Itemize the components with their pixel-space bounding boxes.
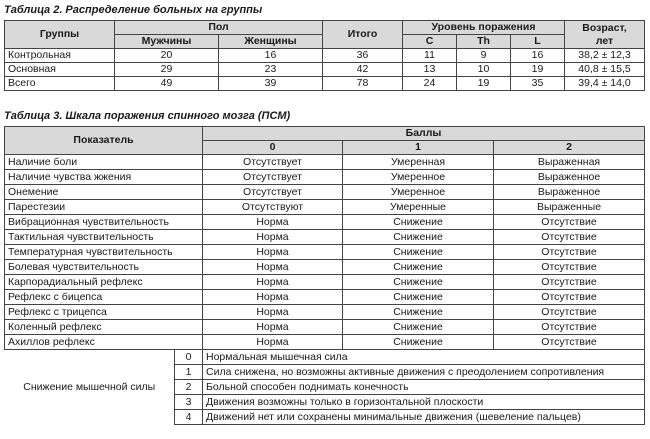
cell-v2: Отсутствие: [494, 245, 645, 260]
cell-v2: Выраженные: [494, 200, 645, 215]
cell-v0: Норма: [203, 230, 343, 245]
age-header-label: Возраст,: [582, 21, 627, 34]
cell-age: 38,2 ± 12,3: [565, 49, 645, 63]
cell-v0: Норма: [203, 290, 343, 305]
muscle-strength-label: Снижение мышечной силы: [5, 350, 175, 425]
cell-th: 10: [457, 63, 511, 77]
cell-v1: Умеренное: [343, 170, 494, 185]
points-1-header: 1: [343, 141, 494, 155]
cell-indicator: Наличие боли: [5, 155, 203, 170]
cell-v2: Выраженное: [494, 170, 645, 185]
level-l-header: L: [511, 35, 565, 49]
muscle-score: 3: [175, 395, 203, 410]
cell-v0: Норма: [203, 215, 343, 230]
level-th-header: Th: [457, 35, 511, 49]
cell-v1: Умеренная: [343, 155, 494, 170]
scale-table: [4, 126, 645, 425]
cell-v2: Выраженная: [494, 155, 645, 170]
cell-men: 20: [115, 49, 219, 63]
cell-v0: Норма: [203, 320, 343, 335]
table-row: [5, 230, 645, 245]
cell-men: 49: [115, 77, 219, 91]
cell-indicator: Ахиллов рефлекс: [5, 335, 203, 350]
cell-v0: Норма: [203, 275, 343, 290]
cell-men: 29: [115, 63, 219, 77]
cell-age: 39,4 ± 14,0: [565, 77, 645, 91]
level-header: Уровень поражения: [403, 21, 565, 35]
age-header-unit: лет: [595, 34, 614, 47]
table-row: [5, 77, 645, 91]
muscle-score: 0: [175, 350, 203, 365]
cell-v1: Снижение: [343, 260, 494, 275]
table-row: [5, 185, 645, 200]
sex-header: Пол: [115, 21, 323, 35]
cell-group: Контрольная: [5, 49, 115, 63]
cell-indicator: Рефлекс с бицепса: [5, 290, 203, 305]
cell-l: 35: [511, 77, 565, 91]
cell-v1: Умеренные: [343, 200, 494, 215]
cell-indicator: Вибрационная чувствительность: [5, 215, 203, 230]
cell-total: 36: [323, 49, 403, 63]
cell-v0: Отсутствует: [203, 185, 343, 200]
muscle-description: Движений нет или сохранены минимальные движения (шевеление пальцев): [203, 410, 645, 425]
cell-v1: Снижение: [343, 275, 494, 290]
table-row: [5, 275, 645, 290]
cell-indicator: Онемение: [5, 185, 203, 200]
cell-total: 78: [323, 77, 403, 91]
cell-c: 11: [403, 49, 457, 63]
points-header: Баллы: [203, 127, 645, 141]
table-row: [5, 305, 645, 320]
table-row: [5, 49, 645, 63]
scale-table-body: [5, 155, 645, 425]
groups-header: Группы: [5, 21, 115, 49]
total-header: Итого: [323, 21, 403, 49]
cell-l: 19: [511, 63, 565, 77]
cell-v1: Снижение: [343, 320, 494, 335]
cell-indicator: Температурная чувствительность: [5, 245, 203, 260]
muscle-description: Больной способен поднимать конечность: [203, 380, 645, 395]
cell-v0: Отсутствуют: [203, 200, 343, 215]
level-c-header: C: [403, 35, 457, 49]
cell-group: Основная: [5, 63, 115, 77]
cell-women: 39: [219, 77, 323, 91]
points-0-header: 0: [203, 141, 343, 155]
cell-v2: Отсутствие: [494, 230, 645, 245]
cell-th: 19: [457, 77, 511, 91]
table-row: [5, 335, 645, 350]
cell-indicator: Болевая чувствительность: [5, 260, 203, 275]
cell-v2: Отсутствие: [494, 320, 645, 335]
table-row: [5, 290, 645, 305]
table-row: [5, 200, 645, 215]
cell-v0: Норма: [203, 245, 343, 260]
points-2-header: 2: [494, 141, 645, 155]
muscle-score: 2: [175, 380, 203, 395]
cell-v1: Снижение: [343, 215, 494, 230]
cell-v0: Норма: [203, 335, 343, 350]
cell-v2: Отсутствие: [494, 335, 645, 350]
cell-c: 24: [403, 77, 457, 91]
table-row: [5, 63, 645, 77]
cell-indicator: Карпорадиальный рефлекс: [5, 275, 203, 290]
muscle-description: Движения возможны только в горизонтальной плоскости: [203, 395, 645, 410]
groups-table: [4, 20, 645, 91]
cell-v2: Выраженное: [494, 185, 645, 200]
muscle-score: 1: [175, 365, 203, 380]
cell-v2: Отсутствие: [494, 260, 645, 275]
age-header: [565, 21, 645, 49]
muscle-description: Нормальная мышечная сила: [203, 350, 645, 365]
cell-c: 13: [403, 63, 457, 77]
cell-total: 42: [323, 63, 403, 77]
table-row: [5, 215, 645, 230]
cell-women: 16: [219, 49, 323, 63]
cell-v1: Снижение: [343, 245, 494, 260]
men-header: Мужчины: [115, 35, 219, 49]
table-row: [5, 260, 645, 275]
women-header: Женщины: [219, 35, 323, 49]
cell-v1: Снижение: [343, 335, 494, 350]
cell-v2: Отсутствие: [494, 290, 645, 305]
cell-v0: Норма: [203, 305, 343, 320]
cell-v2: Отсутствие: [494, 215, 645, 230]
table2-caption: Таблица 2. Распределение больных на группы: [4, 4, 263, 16]
cell-age: 40,8 ± 15,5: [565, 63, 645, 77]
table-row: [5, 170, 645, 185]
cell-indicator: Тактильная чувствительность: [5, 230, 203, 245]
cell-indicator: Наличие чувства жжения: [5, 170, 203, 185]
table-row: [5, 320, 645, 335]
cell-group: Всего: [5, 77, 115, 91]
cell-v2: Отсутствие: [494, 305, 645, 320]
muscle-level-row: [5, 350, 645, 365]
cell-indicator: Парестезии: [5, 200, 203, 215]
cell-v1: Снижение: [343, 290, 494, 305]
cell-l: 16: [511, 49, 565, 63]
groups-table-body: [5, 49, 645, 91]
table-row: [5, 245, 645, 260]
table3-caption: Таблица 3. Шкала поражения спинного мозга (ПСМ): [4, 110, 291, 122]
cell-th: 9: [457, 49, 511, 63]
cell-v2: Отсутствие: [494, 275, 645, 290]
cell-v0: Отсутствует: [203, 170, 343, 185]
cell-v1: Умеренное: [343, 185, 494, 200]
cell-v0: Отсутствует: [203, 155, 343, 170]
cell-v0: Норма: [203, 260, 343, 275]
indicator-header: Показатель: [5, 127, 203, 155]
muscle-description: Сила снижена, но возможны активные движения с преодолением сопротивления: [203, 365, 645, 380]
cell-indicator: Рефлекс с трицепса: [5, 305, 203, 320]
muscle-score: 4: [175, 410, 203, 425]
cell-v1: Снижение: [343, 305, 494, 320]
cell-women: 23: [219, 63, 323, 77]
table-row: [5, 155, 645, 170]
cell-v1: Снижение: [343, 230, 494, 245]
cell-indicator: Коленный рефлекс: [5, 320, 203, 335]
